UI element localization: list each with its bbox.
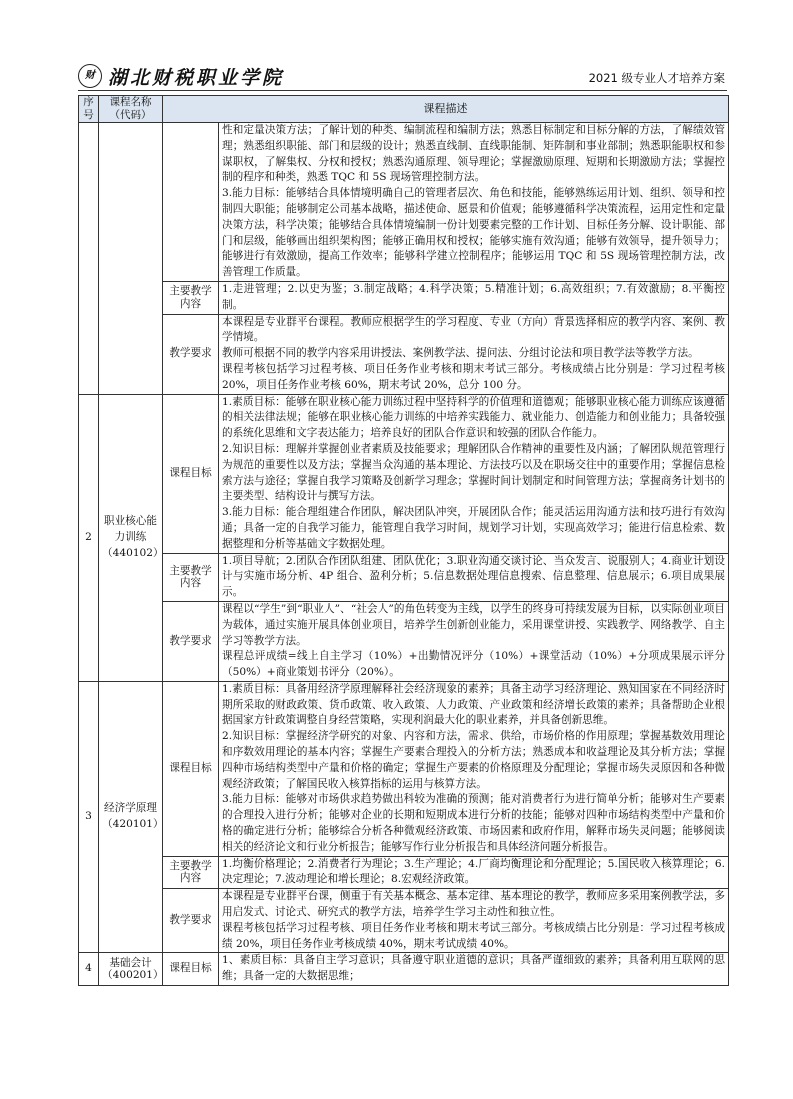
row4-objectives: [219, 953, 729, 986]
row2-objectives-label: 课程目标: [163, 394, 219, 553]
row3-requirements: [219, 889, 729, 953]
header-seq: 序号: [79, 96, 99, 123]
row3-content: 1.均衡价格理论；2.消费者行为理论；3.生产理论；4.厂商均衡理论和分配理论；5.国民收入核算理论；6.决定理论；7.波动理论和增长理论；8.宏观经济政策。: [219, 856, 729, 889]
requirement-paragraph: 课程考核包括学习过程考核、项目任务作业考核和期末考试三部分。考核成绩占比分别是：学习过程考核 20%，项目任务作业考核 60%，期末考试 20%，总分 100 分。: [222, 362, 725, 391]
objective-paragraph: 2.知识目标：理解并掌握创业者素质及技能要求；理解团队合作精神的重要性及内涵；了解团队规范管理行为规范的重要性以及方法；掌握当众沟通的基本理论、方法技巧以及在职场交往中的重要作用；掌握信息检索方法与途径；掌握自我学习策略及创新学习理念；掌握时间计划制定和时间管理方法；掌握商务计划书的主要类型、结构设计与撰写方法。: [222, 442, 725, 503]
table-row: [79, 314, 729, 394]
row2-content-label: 主要教学内容: [163, 553, 219, 601]
table-header-row: [79, 96, 729, 123]
requirement-paragraph: 课程以“学生”到“职业人”、“社会人”的角色转变为主线，以学生的终身可持续发展为目标，以实际创业项目为载体，通过实施开展具体创业项目，培养学生创新创业能力，采用课堂讲授、实践教学、网络教学、自主学习等教学方法。: [222, 602, 725, 647]
row3-objectives: [219, 681, 729, 856]
row4-name: 基础会计（400201）: [99, 953, 163, 986]
row1-requirements-label: 教学要求: [163, 314, 219, 394]
requirement-paragraph: 课程总评成绩=线上自主学习（10%）+出勤情况评分（10%）+课堂活动（10%）+分项成果展示评分（50%）+商业策划书评分（20%）。: [222, 650, 725, 679]
header-course-name: 课程名称（代码）: [99, 96, 163, 123]
row2-requirements-label: 教学要求: [163, 601, 219, 681]
row1-name: [99, 123, 163, 395]
table-row: [79, 953, 729, 986]
row1-content-label: 主要教学内容: [163, 281, 219, 314]
row2-seq: 2: [79, 394, 99, 681]
plan-title: 2021 级专业人才培养方案: [588, 71, 725, 85]
row3-name: 经济学原理（420101）: [99, 681, 163, 953]
row3-requirements-label: 教学要求: [163, 889, 219, 953]
row3-content-label: 主要教学内容: [163, 856, 219, 889]
table-row: [79, 553, 729, 601]
table-row: [79, 394, 729, 553]
row4-objectives-label: 课程目标: [163, 953, 219, 986]
row1-objectives: [219, 123, 729, 282]
table-row: [79, 281, 729, 314]
row1-objectives-label: [163, 123, 219, 282]
table-row: [79, 856, 729, 889]
objective-paragraph: 2.知识目标：掌握经济学研究的对象、内容和方法，需求、供给，市场价格的作用原理；掌握基数效用理论和序数效用理论的基本内容；掌握生产要素合理投入的分析方法；熟悉成本和收益理论及其分析方法；掌握四种市场结构类型中产量和价格的确定；掌握生产要素的价格原理及分配理论；掌握市场失灵原因和各种微观经济政策；了解国民收入核算指标的运用与核算方法。: [222, 730, 725, 790]
objective-paragraph: 3.能力目标：能合理组建合作团队，解决团队冲突，开展团队合作；能灵活运用沟通方法和技巧进行有效沟通；具备一定的自我学习能力，能管理自我学习时间，规划学习计划，实现高效学习；能进行信息检索、数据整理和分析等基础文字数据处理。: [222, 506, 725, 550]
objective-paragraph: 性和定量决策方法；了解计划的种类、编制流程和编制方法；熟悉目标制定和目标分解的方法，了解绩效管理；熟悉组织职能、部门和层级的设计；熟悉直线制、直线职能制、矩阵制和事业部制；熟悉职能职权和参谋职权，了解集权、分权和授权；熟悉沟通原理、领导理论；掌握激励原理、短期和长期激励方法；掌握控制的程序和种类，熟悉 TQC 和 5S 现场管理控制方法。: [222, 124, 725, 184]
requirement-paragraph: 课程考核包括学习过程考核、项目任务作业考核和期末考试三部分。考核成绩占比分别是：学习过程考核成绩 20%，项目任务作业考核成绩 40%，期末考试成绩 40%。: [222, 921, 725, 950]
objective-paragraph: 3.能力目标：能够对市场供求趋势做出科较为准确的预测；能对消费者行为进行简单分析；能够对生产要素的合理投入进行分析；能够对企业的长期和短期成本进行分析的技能；能够对四种市场结构类型中产量和价格的确定进行分析；能够综合分析各种微观经济政策、市场因素和政府作用，解释市场失灵问题；能够阅读相关的经济论文和行业分析报告；能够写作行业分析报告和具体经济问题分析报告。: [222, 793, 725, 853]
header-description: 课程描述: [163, 96, 729, 123]
table-row: [79, 601, 729, 681]
row2-requirements: [219, 601, 729, 681]
school-name: 湖北财税职业学院: [108, 66, 285, 89]
row2-content: 1.项目导航；2.团队合作团队组建、团队优化；3.职业沟通交谈讨论、当众发言、说服别人；4.商业计划设计与实施市场分析、4P 组合、盈利分析；5.信息数据处理信息搜索、信息整理、信息展示；6.项目成果展示。: [219, 553, 729, 601]
course-table: [78, 95, 729, 986]
row2-objectives: [219, 394, 729, 553]
objective-paragraph: 1.素质目标：能够在职业核心能力训练过程中坚持科学的价值理和道德观；能够职业核心能力训练应该遵循的相关法律法规；能够在职业核心能力训练的中培养实践能力、就业能力、创造能力和创业能力；具备较强的系统化思维和文字表达能力；培养良好的团队合作意识和较强的团队合作能力。: [222, 395, 725, 440]
row2-name: 职业核心能力训练（440102）: [99, 394, 163, 681]
school-emblem-icon: 财: [78, 64, 102, 88]
row4-seq: 4: [79, 953, 99, 986]
requirement-paragraph: 本课程是专业群平台课，侧重于有关基本概念、基本定律、基本理论的教学，教师应多采用案例教学法，多用启发式、讨论式、研究式的教学方法，培养学生学习主动性和独立性。: [222, 890, 725, 919]
table-row: [79, 123, 729, 282]
row1-requirements: [219, 314, 729, 394]
objective-paragraph: 1.素质目标：具备用经济学原理解释社会经济现象的素养；具备主动学习经济理论、熟知国家在不同经济时期所采取的财政政策、货币政策、收入政策、人力政策、产业政策和经济增长政策的素养；具备帮助企业根据国家方针政策调整自身经营策略，实现利润最大化的职业素养，并具备创新思维。: [222, 682, 725, 727]
requirement-paragraph: 本课程是专业群平台课程。教师应根据学生的学习程度、专业（方向）背景选择相应的教学内容、案例、教学情境。: [222, 315, 725, 344]
page-header: [78, 64, 727, 91]
requirement-paragraph: 教师可根据不同的教学内容采用讲授法、案例教学法、提问法、分组讨论法和项目教学法等教学方法。: [222, 347, 699, 360]
table-row: [79, 889, 729, 953]
objective-paragraph: 1、素质目标：具备自主学习意识；具备遵守职业道德的意识；具备严谨细致的素养；具备利用互联网的思维；具备一定的大数据思维；: [222, 954, 725, 983]
table-row: [79, 681, 729, 856]
row1-content: 1.走进管理；2.以史为鉴；3.制定战略；4.科学决策；5.精准计划；6.高效组织；7.有效激励；8.平衡控制。: [219, 281, 729, 314]
objective-paragraph: 3.能力目标：能够结合具体情境明确自己的管理者层次、角色和技能，能够熟练运用计划、组织、领导和控制四大职能；能够制定公司基本战略，描述使命、愿景和价值观；能够遵循科学决策流程，运用定性和定量决策方法，科学决策；能够结合具体情境编制一份计划要素完整的工作计划、目标任务分解、设计职能、部门和层级，能够画出组织架构图；能够正确用权和授权；能够实施有效沟通；能够有效领导，提升领导力；能够进行有效激励，提高工作效率；能够科学建立控制程序；能够运用 TQC 和 5S 现场管理控制方法，改善管理工作质量。: [222, 187, 725, 279]
school-logo: [78, 64, 284, 88]
row3-objectives-label: 课程目标: [163, 681, 219, 856]
row3-seq: 3: [79, 681, 99, 953]
row1-seq: [79, 123, 99, 395]
